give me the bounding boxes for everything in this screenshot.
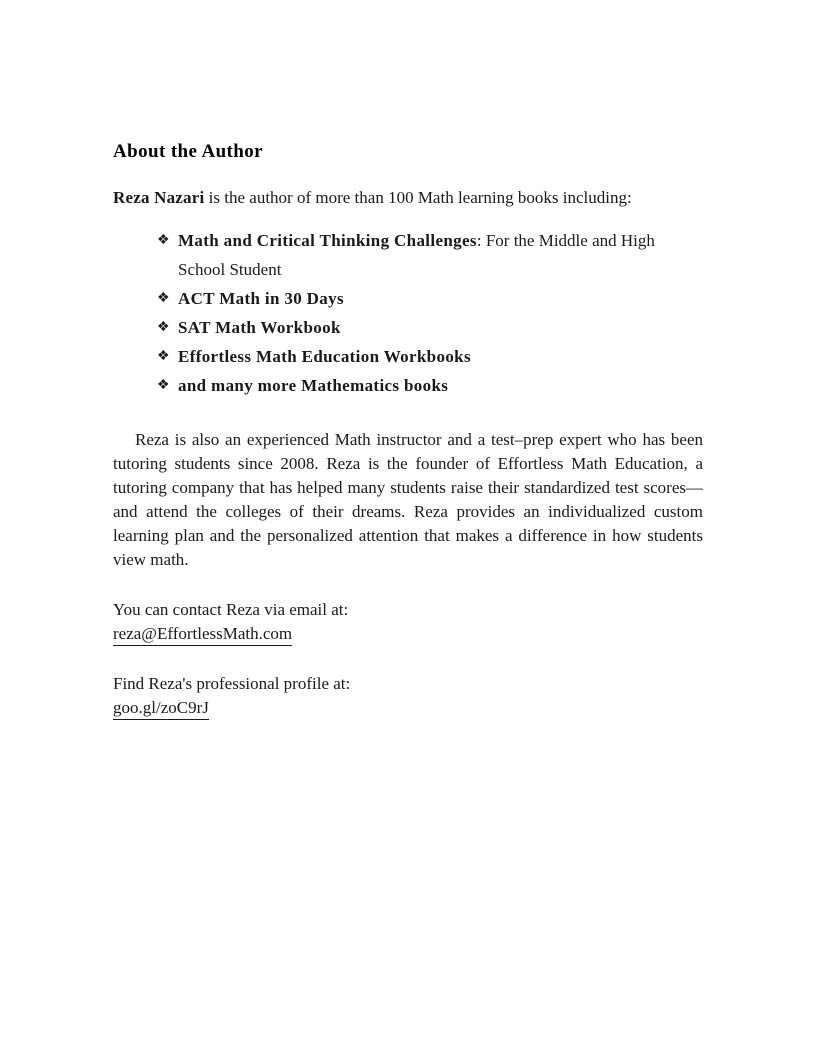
list-item [113,313,703,342]
contact-email-label: You can contact Reza via email at: [113,599,349,619]
book-title: Math and Critical Thinking Challenges [178,230,477,250]
contact-profile-label: Find Reza's professional profile at: [113,673,351,693]
book-title: and many more Mathematics books [178,375,449,395]
diamond-bullet-icon: ❖ [157,348,170,364]
contact-profile-block [113,672,703,720]
list-item [113,284,703,313]
diamond-bullet-icon: ❖ [157,290,170,306]
contact-email-block [113,598,703,646]
diamond-bullet-icon: ❖ [157,232,170,248]
book-title: SAT Math Workbook [178,317,341,337]
list-item [113,226,703,284]
book-title: Effortless Math Education Workbooks [178,346,471,366]
author-intro-rest: is the author of more than 100 Math learning books including: [204,187,632,207]
list-item [113,342,703,371]
email-link[interactable]: reza@EffortlessMath.com [113,623,292,646]
author-bio-paragraph: Reza is also an experienced Math instructor and a test–prep expert who has been tutoring students since 2008. Reza is the founder of Effortless Math Education, a tutoring company that has helped many students raise their standardized test scores––and attend the colleges of their dreams. Reza provides an individualized custom learning plan and the personalized attention that makes a difference in how students view math. [113,429,703,569]
list-item [113,371,703,400]
book-title: ACT Math in 30 Days [178,288,344,308]
author-name: Reza Nazari [113,187,205,207]
author-intro-line [113,186,703,210]
page-content [113,141,703,720]
diamond-bullet-icon: ❖ [157,319,170,335]
profile-link[interactable]: goo.gl/zoC9rJ [113,697,209,720]
book-list [113,226,703,400]
book-subtitle: : For the Middle and High School Student [178,230,655,279]
page-title: About the Author [113,141,263,162]
diamond-bullet-icon: ❖ [157,377,170,393]
